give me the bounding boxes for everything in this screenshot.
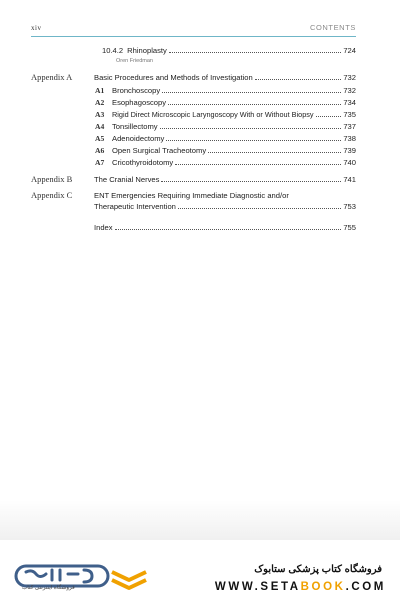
entry-title: Open Surgical Tracheotomy: [112, 146, 207, 155]
toc-entry-a3[interactable]: [112, 110, 356, 119]
entry-title: Rigid Direct Microscopic Laryngoscopy With or Without Biopsy: [112, 110, 314, 119]
logo-subtitle: فروشگاه اینترنتی کتاب: [22, 585, 75, 591]
toc-entry-appendix-c[interactable]: [94, 202, 356, 211]
entry-page: 732: [343, 73, 356, 82]
entry-title: Adenoidectomy: [112, 134, 165, 143]
entry-title: Basic Procedures and Methods of Investigation: [94, 73, 253, 82]
entry-page: 734: [343, 98, 356, 107]
book-chevron-icon: [108, 568, 150, 592]
dot-leader: [161, 181, 341, 182]
entry-id: A7: [95, 158, 105, 167]
entry-title-line2: Therapeutic Intervention: [94, 202, 176, 211]
header-rule: [31, 36, 356, 37]
appendix-c-label: Appendix C: [31, 190, 73, 200]
toc-entry-a2[interactable]: [112, 98, 356, 107]
url-prefix: WWW.SETA: [214, 581, 301, 593]
toc-entry-a4[interactable]: [112, 122, 356, 131]
entry-id: A2: [95, 98, 105, 107]
entry-number: 10.4.2: [102, 46, 124, 55]
dot-leader: [168, 104, 341, 105]
dot-leader: [162, 92, 341, 93]
page-shadow: [0, 500, 400, 545]
dot-leader: [255, 79, 342, 80]
url-highlight: BOOK: [300, 581, 346, 593]
page-number: xiv: [31, 24, 42, 32]
toc-entry-appendix-b[interactable]: [94, 175, 356, 184]
entry-page: 724: [343, 46, 356, 55]
entry-title-line1: ENT Emergencies Requiring Immediate Diagnostic and/or: [94, 191, 289, 200]
entry-id: A5: [95, 134, 105, 143]
entry-title: Esophagoscopy: [112, 98, 167, 107]
url-suffix: .COM: [345, 581, 386, 593]
entry-page: 732: [343, 86, 356, 95]
toc-entry-index[interactable]: [94, 223, 356, 232]
entry-title: Rhinoplasty: [127, 46, 167, 55]
entry-page: 735: [343, 110, 356, 119]
running-header: CONTENTS: [309, 23, 356, 32]
entry-id: A1: [95, 86, 105, 95]
toc-entry-a6[interactable]: [112, 146, 356, 155]
entry-page: 753: [343, 202, 356, 211]
toc-entry-a1[interactable]: [112, 86, 356, 95]
entry-title: Bronchoscopy: [112, 86, 161, 95]
toc-entry-rhinoplasty[interactable]: [102, 46, 356, 55]
store-url[interactable]: [215, 581, 386, 593]
entry-id: A4: [95, 122, 105, 131]
entry-id: A3: [95, 110, 105, 119]
entry-id: A6: [95, 146, 105, 155]
entry-page: 755: [343, 223, 356, 232]
entry-title: Tonsillectomy: [112, 122, 158, 131]
store-name: فروشگاه کتاب پزشکی ستابوک: [254, 564, 382, 575]
entry-author: Oren Friedman: [116, 58, 153, 64]
dot-leader: [316, 116, 342, 117]
dot-leader: [208, 152, 341, 153]
toc-entry-appendix-a[interactable]: [94, 73, 356, 82]
entry-page: 741: [343, 175, 356, 184]
entry-title: Index: [94, 223, 113, 232]
appendix-b-label: Appendix B: [31, 174, 73, 184]
entry-page: 738: [343, 134, 356, 143]
entry-page: 737: [343, 122, 356, 131]
setabook-logo: [14, 564, 110, 596]
dot-leader: [169, 52, 342, 53]
appendix-a-label: Appendix A: [31, 72, 73, 82]
toc-entry-a7[interactable]: [112, 158, 356, 167]
toc-entry-a5[interactable]: [112, 134, 356, 143]
entry-page: 739: [343, 146, 356, 155]
dot-leader: [115, 229, 342, 230]
entry-title: Cricothyroidotomy: [112, 158, 174, 167]
entry-title: The Cranial Nerves: [94, 175, 160, 184]
dot-leader: [160, 128, 342, 129]
entry-page: 740: [343, 158, 356, 167]
dot-leader: [178, 208, 341, 209]
dot-leader: [175, 164, 341, 165]
dot-leader: [166, 140, 341, 141]
